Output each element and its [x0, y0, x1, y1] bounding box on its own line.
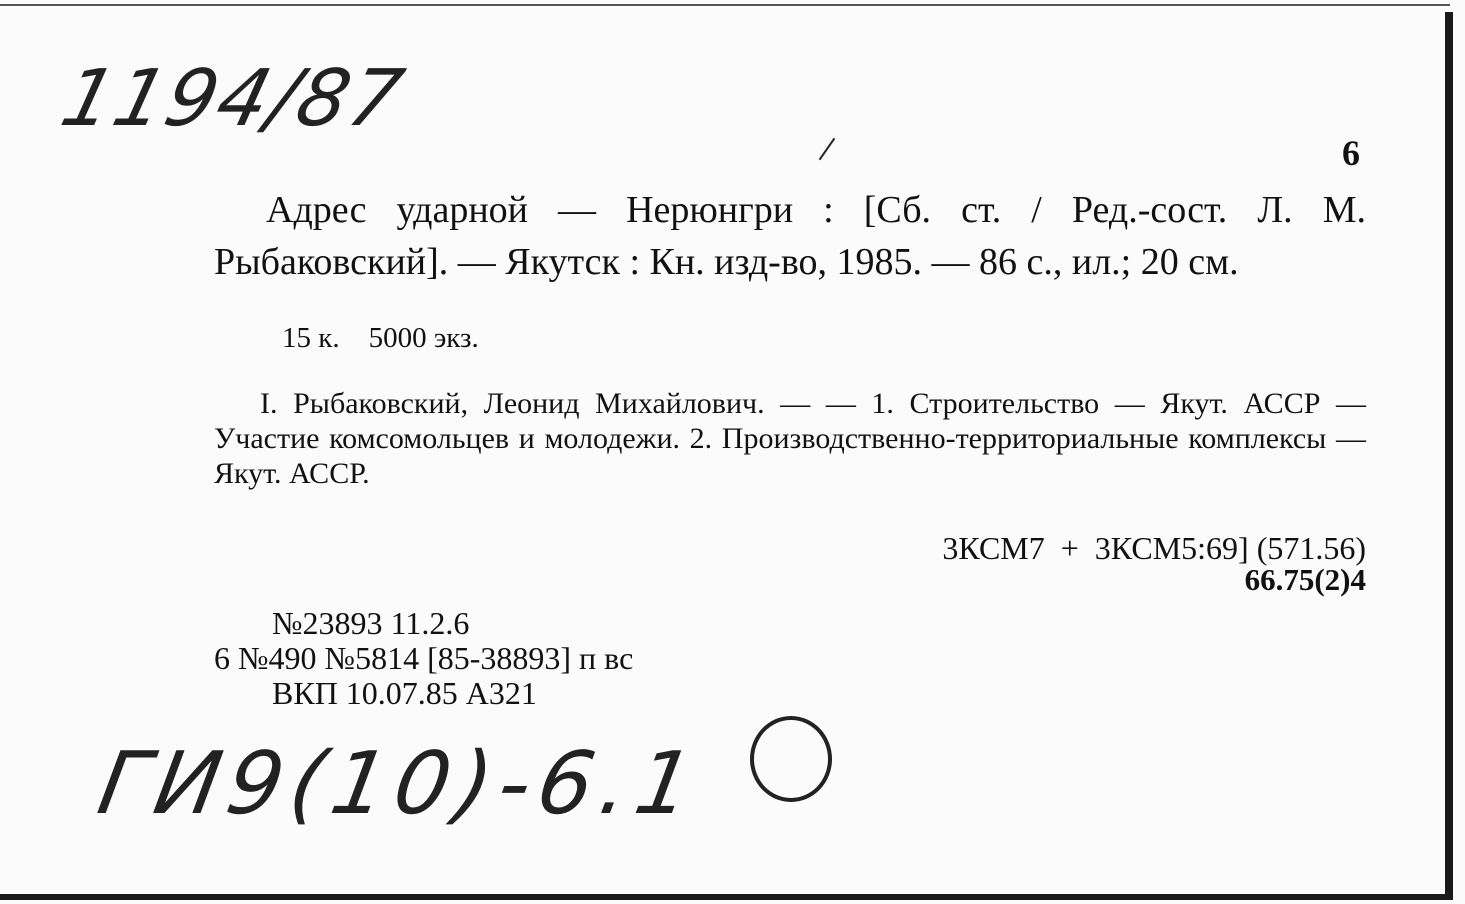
card-right-edge — [1445, 12, 1453, 900]
pencil-tick-mark — [819, 138, 836, 160]
price-and-print-run: 15 к. 5000 экз. — [282, 322, 479, 354]
handwritten-accession-number: 1194/87 — [52, 54, 414, 144]
card-top-edge — [0, 4, 1450, 6]
handwritten-shelf-mark: ГИ9(10)-6.1 — [91, 734, 709, 834]
bbk-index: 66.75(2)4 — [1244, 562, 1366, 597]
subject-tracings: I. Рыбаковский, Леонид Михайлович. — — 1. Строительство — Якут. АССР — Участие комсомольцев и молодежи. 2. Производственно-территориальные комплексы — Якут. АССР. — [214, 387, 1366, 490]
card-bottom-edge — [0, 894, 1453, 900]
registration-line-1: №23893 11.2.6 — [272, 605, 470, 641]
circle-stamp-mark — [750, 716, 832, 802]
bibliographic-entry: Адрес ударной — Нерюнгри : [Сб. ст. / Ред.-сост. Л. М. Рыбаковский]. — Якутск : Кн. изд-во, 1985. — 86 с., ил.; 20 см. — [214, 189, 1366, 283]
card-number: 6 — [1342, 133, 1360, 173]
registration-line-2: 6 №490 №5814 [85-38893] п вс — [214, 640, 634, 676]
registration-line-3: ВКП 10.07.85 А321 — [272, 675, 537, 711]
classification-index: 3КСМ7 + 3КСМ5:69] (571.56) — [942, 530, 1366, 566]
